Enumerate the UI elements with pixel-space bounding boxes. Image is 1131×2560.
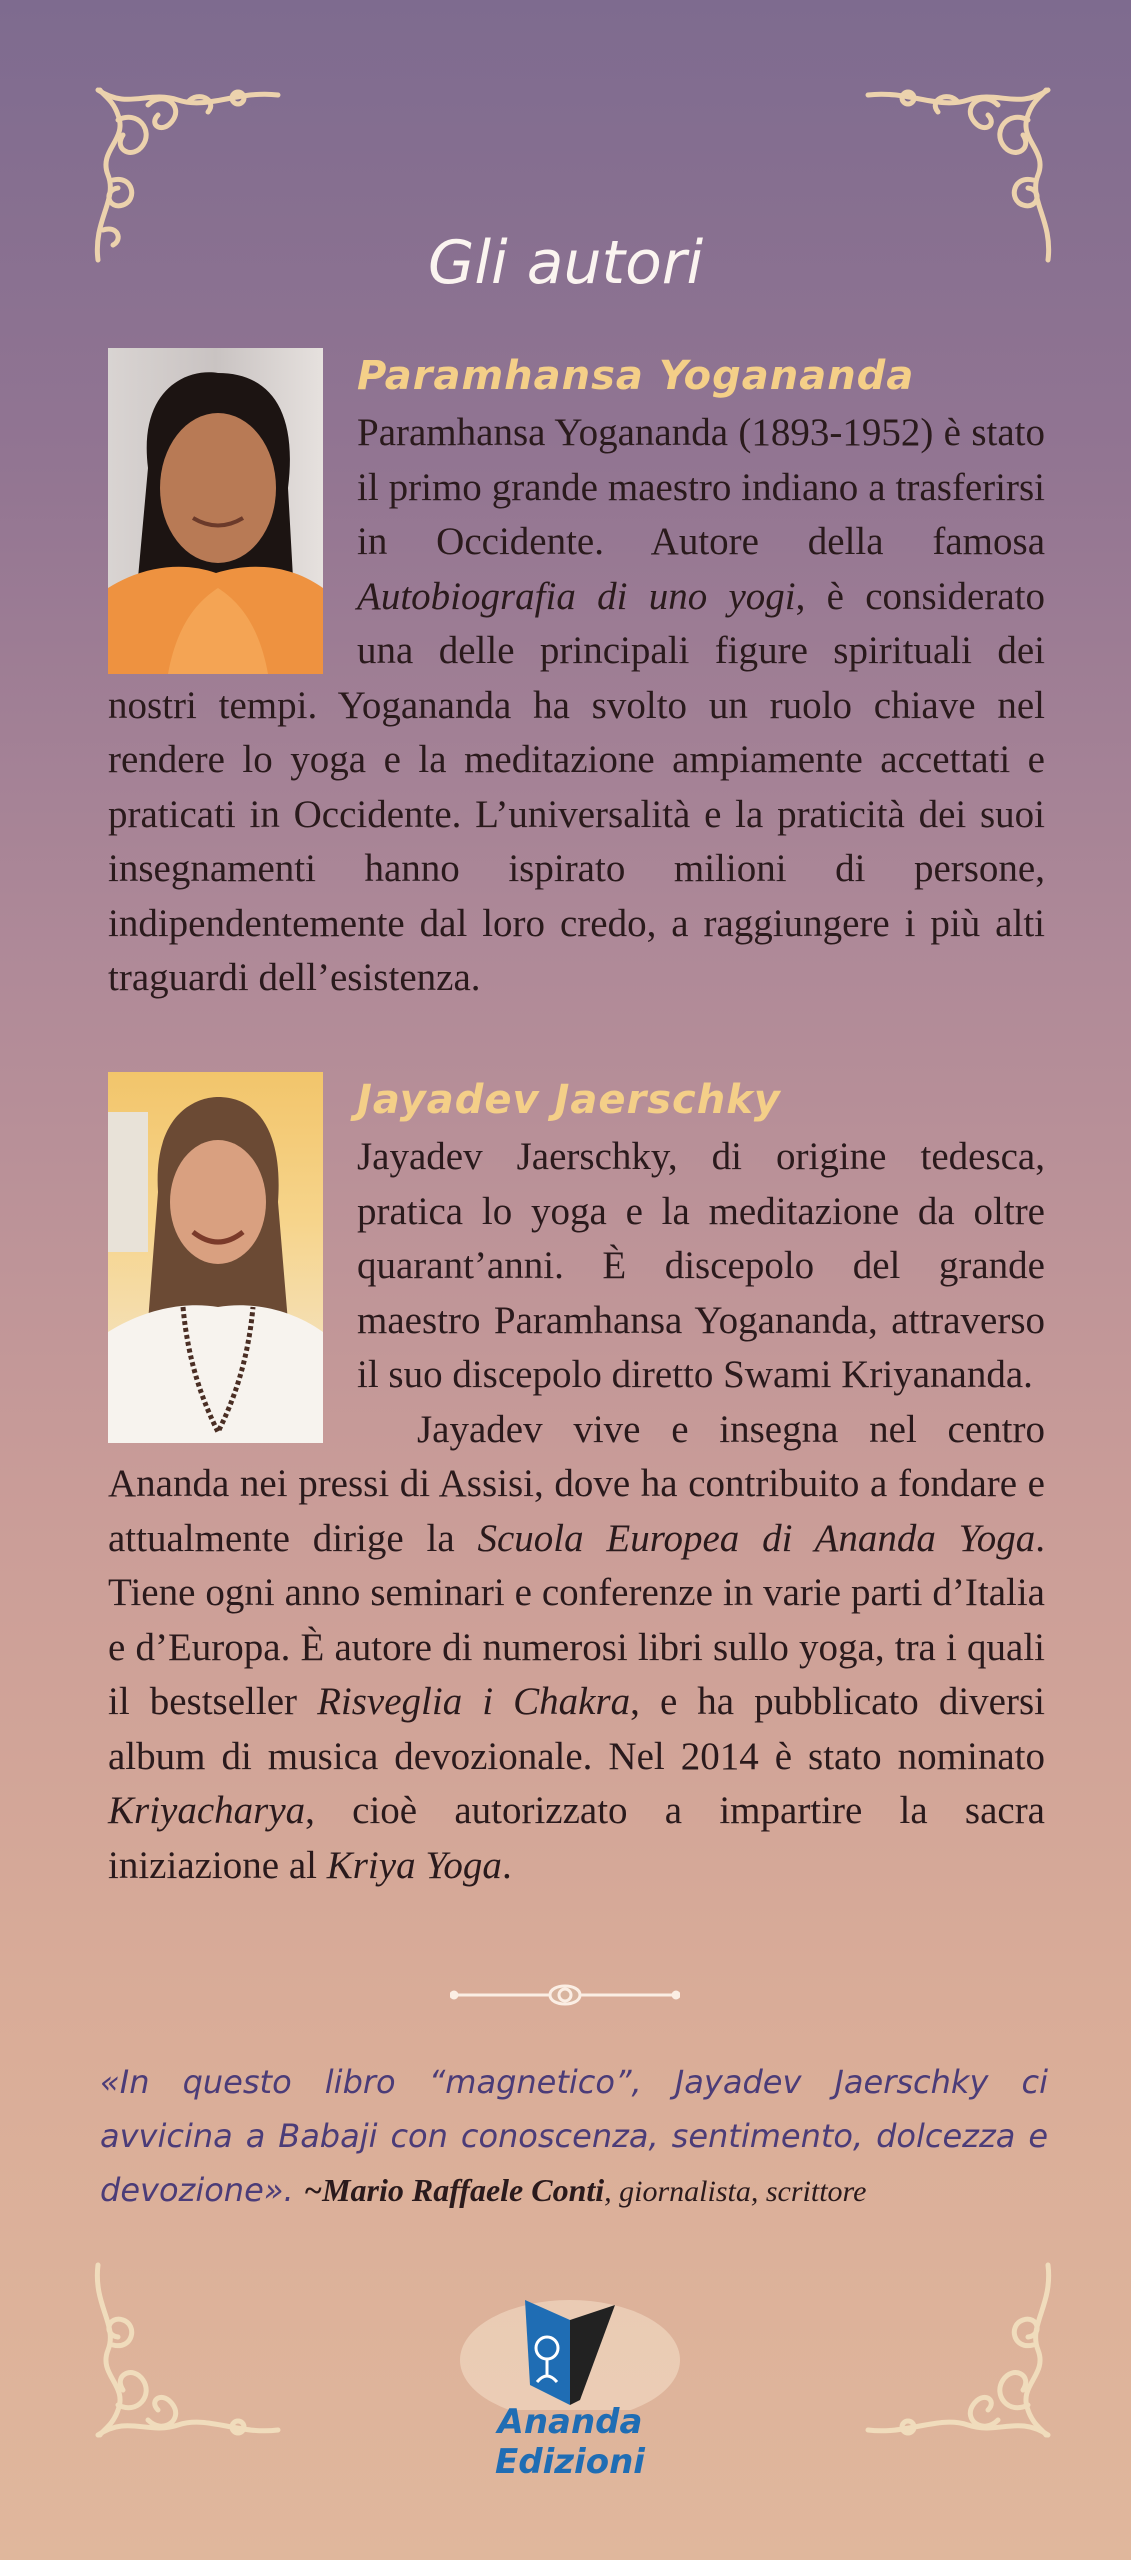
quote-author-role: , giornalista, scrittore (604, 2175, 867, 2208)
corner-ornament-bottom-right (858, 2255, 1058, 2445)
author-section-yogananda (108, 348, 1045, 1006)
book-logo-icon (430, 2290, 710, 2410)
page-title: Gli autori (427, 228, 704, 298)
author-section-jaerschky (108, 1072, 1045, 1893)
publisher-name: Ananda Edizioni (495, 2402, 645, 2482)
author-name: Jayadev Jaerschky (357, 1077, 781, 1123)
author-bio: Paramhansa Yogananda (1893-1952) è stato il primo grande maestro indiano a trasferirsi in Occidente. Autore della famosa Autobiografia di uno yogi, è considerato una delle principali figure spirituali dei nostri tempi. Yogananda ha svolto un ruolo chiave nel rendere lo yoga e la meditazione ampiamente accettati e praticati in Occidente. L’universalità e la praticità dei suoi insegnamenti hanno ispirato milioni di persone, indipendentemente dal loro credo, a raggiungere i più alti traguardi dell’esistenza. (108, 411, 1046, 999)
author-photo-yogananda (108, 348, 323, 674)
quote-author: ~Mario Raffaele Conti (303, 2172, 605, 2208)
author-photo-jaerschky (108, 1072, 323, 1443)
author-name: Paramhansa Yogananda (357, 353, 915, 399)
publisher-logo (430, 2290, 710, 2482)
author-bio: Jayadev vive e insegna nel centro Ananda nei pressi di Assisi, dove ha contribuito a fondare e attualmente dirige la Scuola Europea di Ananda Yoga. Tiene ogni anno seminari e conferenze in varie parti d’Italia e d’Europa. È autore di numerosi libri sullo yoga, tra i quali il bestseller Risveglia i Chakra, e ha pubblicato diversi album di musica devozionale. Nel 2014 è stato nominato Kriyacharya, cioè autorizzato a impartire la sacra iniziazione al Kriya Yoga. (108, 1407, 1045, 1887)
quote-text: «In questo libro “magnetico”, Jayadev Jaerschky ci avvicina a Babaji con conoscenza, sentimento, dolcezza e devozione». (100, 2063, 1048, 2209)
author-bio-intro: Jayadev Jaerschky, di origine tedesca, pratica lo yoga e la meditazione da oltre quarant’anni. È discepolo del grande maestro Paramhansa Yogananda, attraverso il suo discepolo diretto Swami Kriyananda. (357, 1135, 1045, 1396)
testimonial-quote (100, 2055, 1048, 2219)
ornamental-divider (450, 1975, 680, 2015)
corner-ornament-bottom-left (88, 2255, 288, 2445)
